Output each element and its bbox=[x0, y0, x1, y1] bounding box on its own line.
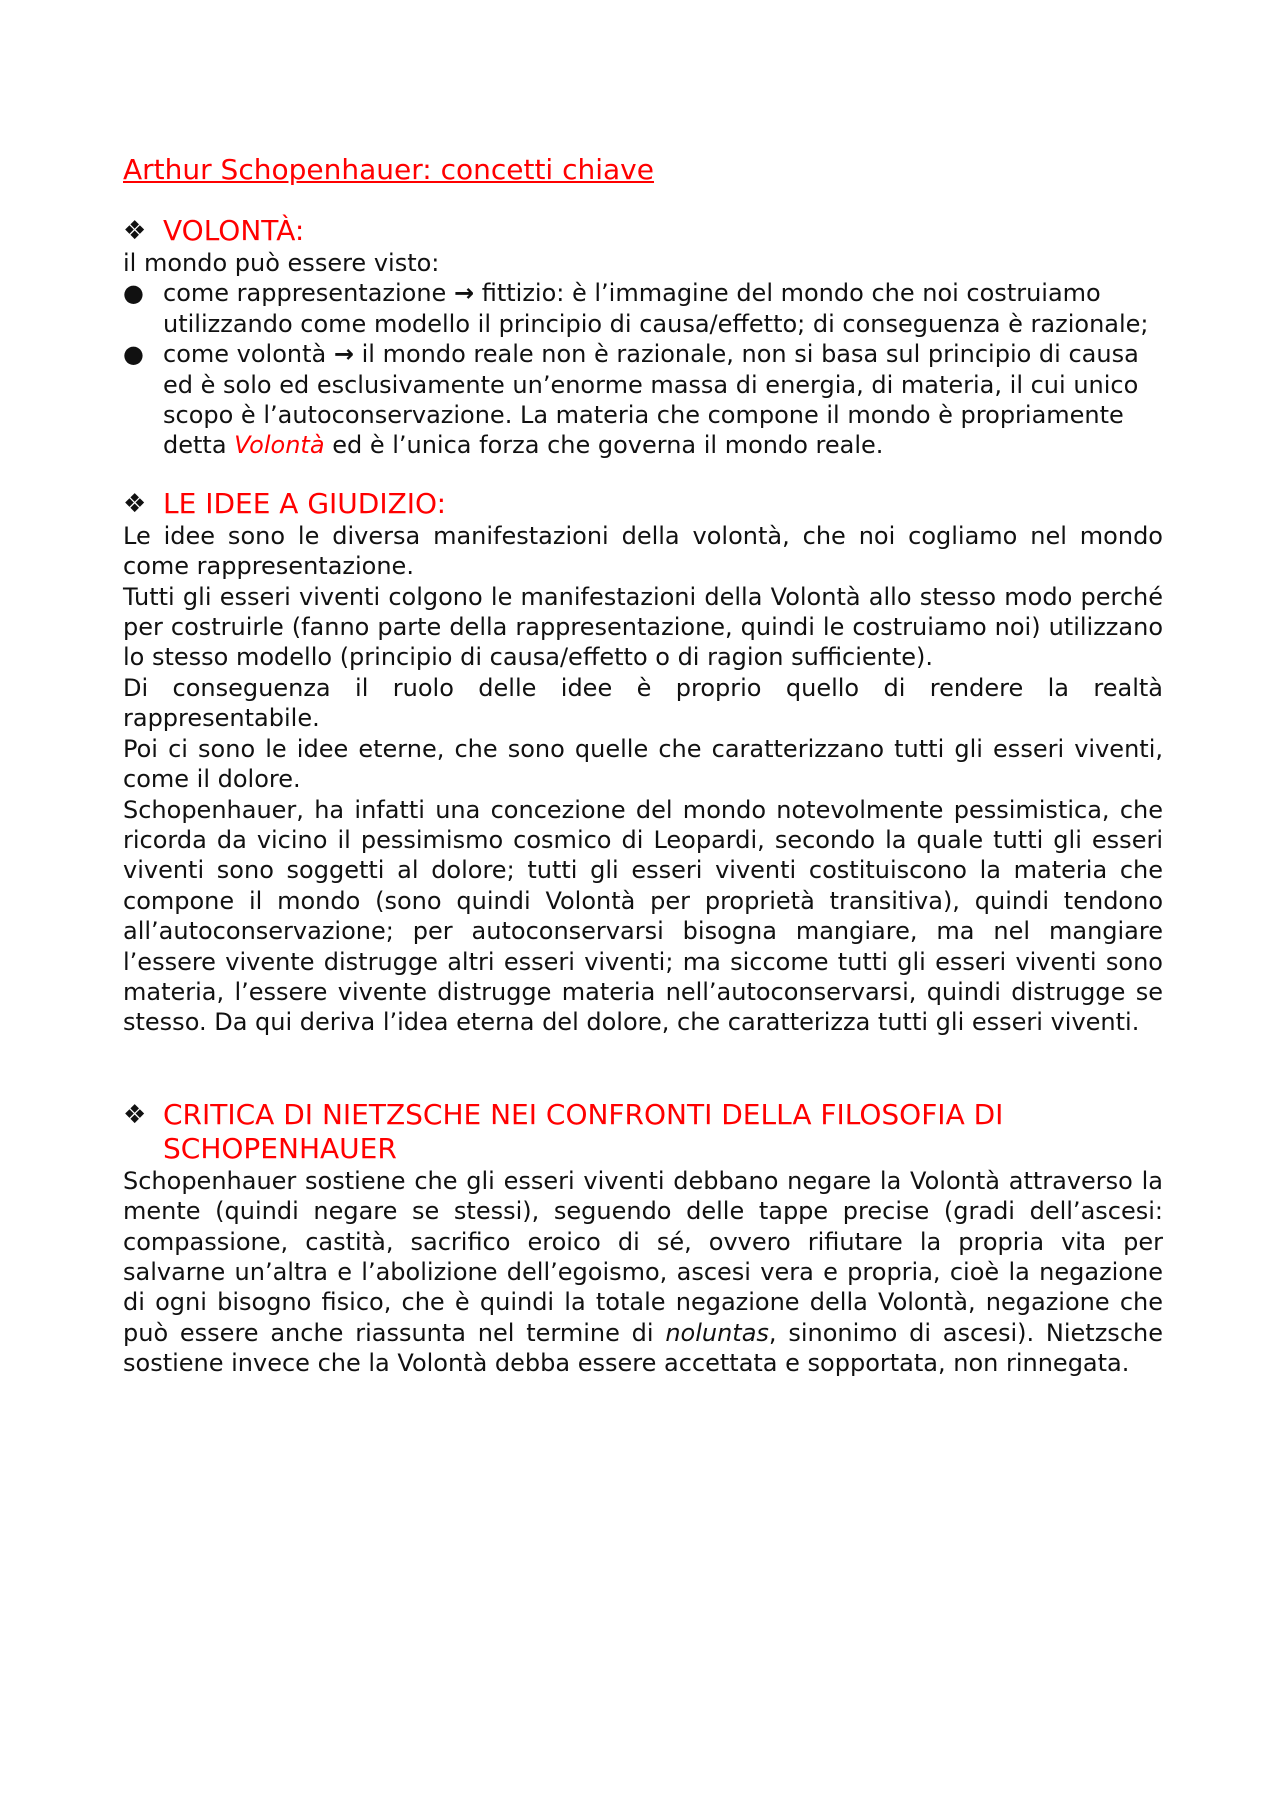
arrow-right-icon: → bbox=[333, 340, 354, 369]
list-item bbox=[123, 339, 1163, 461]
list-item bbox=[123, 278, 1163, 339]
section-heading-label: LE IDEE A GIUDIZIO: bbox=[163, 486, 447, 520]
bullet-text: il mondo reale non è razionale, non si basa sul principio di causa ed è solo ed esclusivamente un’enorme massa di energia, di materia, il cui unico scopo è l’autoconservazione. La materia che compone il mondo è propriamente detta bbox=[163, 340, 1139, 460]
paragraph bbox=[123, 1166, 1163, 1379]
bullet-lead: come volontà bbox=[163, 340, 327, 369]
paragraph: Schopenhauer, ha infatti una concezione del mondo notevolmente pessimistica, che ricorda da vicino il pessimismo cosmico di Leopardi, secondo la quale tutti gli esseri viventi sono soggetti al dolore; tutti gli esseri viventi costituiscono la materia che compone il mondo (sono quindi Volontà per proprietà transitiva), quindi tendono all’autoconservazione; per autoconservarsi bisogna mangiare, ma nel mangiare l’essere vivente distrugge altri esseri viventi; ma siccome tutti gli esseri viventi sono materia, l’essere vivente distrugge materia nell’autoconservarsi, quindi distrugge se stesso. Da qui deriva l’idea eterna del dolore, che caratterizza tutti gli esseri viventi. bbox=[123, 795, 1163, 1037]
bullet-list bbox=[123, 278, 1163, 460]
bullet-icon: ● bbox=[123, 340, 144, 369]
document-page bbox=[123, 150, 1163, 1379]
spacer bbox=[123, 461, 1163, 487]
paragraph: Tutti gli esseri viventi colgono le manifestazioni della Volontà allo stesso modo perché per costruirle (fanno parte della rappresentazione, quindi le costruiamo noi) utilizzano lo stesso modello (principio di causa/effetto o di ragion sufficiente). bbox=[123, 582, 1163, 672]
diamond-icon: ❖ bbox=[123, 1099, 147, 1130]
bullet-icon: ● bbox=[123, 279, 144, 308]
emphasis-volonta: Volontà bbox=[234, 431, 325, 460]
diamond-icon: ❖ bbox=[123, 488, 147, 519]
paragraph-text: Schopenhauer sostiene che gli esseri viventi debbano negare la Volontà attraverso la mente (quindi negare se stessi), seguendo delle tappe precise (gradi dell’ascesi: compassione, castità, sacrifico eroico di sé, ovvero rifiutare la propria vita per salvarne un’altra e l’abolizione dell’egoismo, ascesi vera e propria, cioè la negazione di ogni bisogno fisico, che è quindi la totale negazione della Volontà, negazione che può essere anche riassunta nel termine di bbox=[123, 1166, 1163, 1347]
section-intro: il mondo può essere visto: bbox=[123, 249, 440, 277]
bullet-text: fittizio: è l’immagine del mondo che noi costruiamo utilizzando come modello il principio di causa/effetto; di conseguenza è razionale; bbox=[163, 279, 1149, 338]
diamond-icon: ❖ bbox=[123, 216, 147, 246]
bullet-lead: come rappresentazione bbox=[163, 279, 447, 308]
section-heading-volonta bbox=[123, 214, 1163, 248]
bullet-text-end: ed è l’unica forza che governa il mondo reale. bbox=[332, 431, 884, 460]
paragraph-text-end: , sinonimo di ascesi). Nietzsche sostiene invece che la Volontà debba essere accettata e sopportata, non rinnegata. bbox=[123, 1318, 1163, 1378]
paragraph: Di conseguenza il ruolo delle idee è proprio quello di rendere la realtà rappresentabile. bbox=[123, 673, 1163, 733]
section-heading-idee bbox=[123, 487, 1163, 521]
paragraph: Poi ci sono le idee eterne, che sono quelle che caratterizzano tutti gli esseri viventi, come il dolore. bbox=[123, 734, 1163, 794]
spacer bbox=[123, 1038, 1163, 1098]
section-heading-label: CRITICA DI NIETZSCHE NEI CONFRONTI DELLA FILOSOFIA DI SCHOPENHAUER bbox=[163, 1097, 1004, 1165]
section-heading-label: VOLONTÀ: bbox=[163, 214, 305, 247]
page-title: Arthur Schopenhauer: concetti chiave bbox=[123, 153, 654, 186]
section-heading-critica bbox=[123, 1098, 1163, 1166]
paragraph: Le idee sono le diversa manifestazioni della volontà, che noi cogliamo nel mondo come rappresentazione. bbox=[123, 521, 1163, 581]
emphasis-noluntas: noluntas bbox=[665, 1318, 769, 1347]
arrow-right-icon: → bbox=[453, 279, 475, 308]
